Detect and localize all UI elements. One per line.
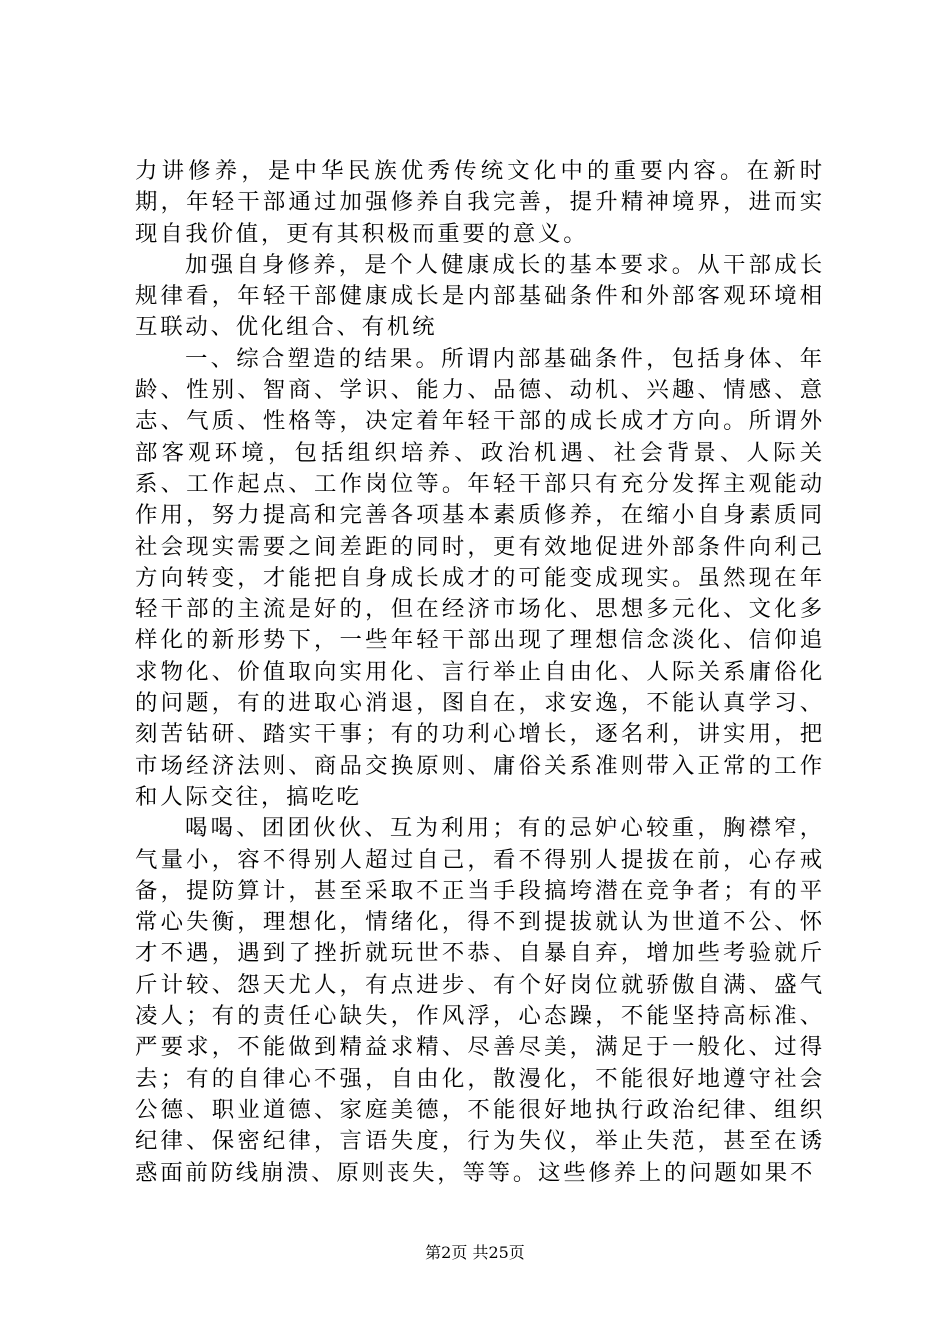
paragraph-1: 力讲修养，是中华民族优秀传统文化中的重要内容。在新时期，年轻干部通过加强修养自我完善，提升精神境界，进而实现自我价值，更有其积极而重要的意义。: [135, 158, 825, 247]
paragraph-4: 喝喝、团团伙伙、互为利用；有的忌妒心较重，胸襟窄，气量小，容不得别人超过自己，看不得别人提拔在前，心存戒备，提防算计，甚至采取不正当手段搞垮潜在竞争者；有的平常心失衡，理想化，情绪化，得不到提拔就认为世道不公、怀才不遇，遇到了挫折就玩世不恭、自暴自弃，增加些考验就斤斤计较、怨天尤人，有点进步、有个好岗位就骄傲自满、盛气凌人；有的责任心缺失，作风浮，心态躁，不能坚持高标准、严要求，不能做到精益求精、尽善尽美，满足于一般化、过得去；有的自律心不强，自由化，散漫化，不能很好地遵守社会公德、职业道德、家庭美德，不能很好地执行政治纪律、组织纪律、保密纪律，言语失度，行为失仪，举止失范，甚至在诱惑面前防线崩溃、原则丧失，等等。这些修养上的问题如果不: [135, 815, 825, 1186]
paragraph-3: 一、综合塑造的结果。所谓内部基础条件，包括身体、年龄、性别、智商、学识、能力、品德、动机、兴趣、情感、意志、气质、性格等，决定着年轻干部的成长成才方向。所谓外部客观环境，包括组织培养、政治机遇、社会背景、人际关系、工作起点、工作岗位等。年轻干部只有充分发挥主观能动作用，努力提高和完善各项基本素质修养，在缩小自身素质同社会现实需要之间差距的同时，更有效地促进外部条件向利己方向转变，才能把自身成长成才的可能变成现实。虽然现在年轻干部的主流是好的，但在经济市场化、思想多元化、文化多样化的新形势下，一些年轻干部出现了理想信念淡化、信仰追求物化、价值取向实用化、言行举止自由化、人际关系庸俗化的问题，有的进取心消退，图自在，求安逸，不能认真学习、刻苦钻研、踏实干事；有的功利心增长，逐名利，讲实用，把市场经济法则、商品交换原则、庸俗关系准则带入正常的工作和人际交往，搞吃吃: [135, 345, 825, 810]
paragraph-2: 加强自身修养，是个人健康成长的基本要求。从干部成长规律看，年轻干部健康成长是内部基础条件和外部客观环境相互联动、优化组合、有机统: [135, 251, 825, 341]
page-number-footer: 第2页 共25页: [425, 1243, 525, 1262]
document-body: [135, 156, 825, 1189]
